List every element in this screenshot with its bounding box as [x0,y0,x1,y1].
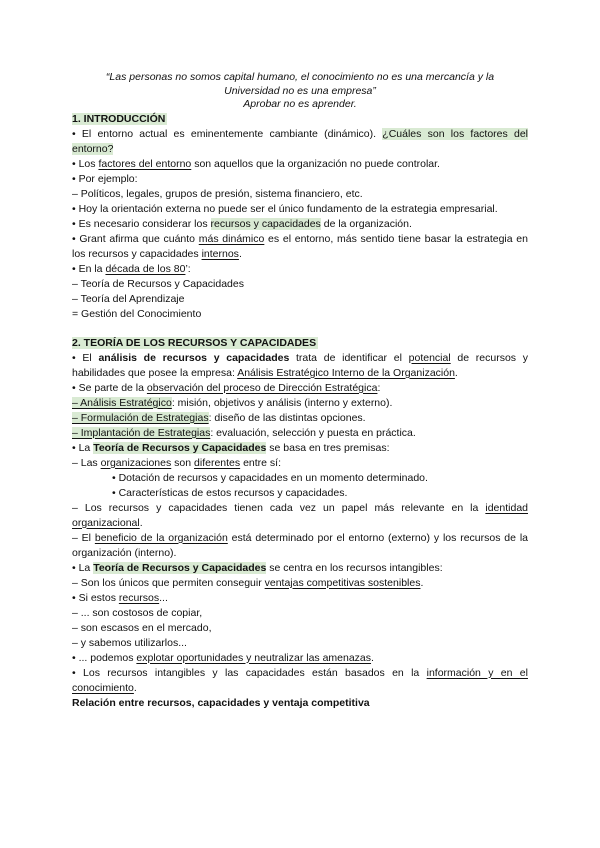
s2-para-r: • Los recursos intangibles y las capacidades están basados en la información y en el conocimiento. [72,666,528,694]
s2-para-m: • Si estos recursos... [72,591,168,604]
s1-bullet-8: • En la década de los 80’: [72,262,191,275]
s2-sub-h2: • Características de estos recursos y capacidades. [112,486,348,499]
s2-subheading: Relación entre recursos, capacidades y ventaja competitiva [72,696,370,709]
s2-para-a: • El análisis de recursos y capacidades trata de identificar el potencial de recursos y habilidades que posee la empresa: Análisis Estratégico Interno de la Organización. [72,351,529,379]
s2-para-l: – Son los únicos que permiten conseguir ventajas competitivas sostenibles. [72,576,424,589]
s2-para-c: – Análisis Estratégico: misión, objetivos y análisis (interno y externo). [72,396,393,409]
s1-bullet-11: = Gestión del Conocimiento [72,307,202,320]
s1-bullet-9: – Teoría de Recursos y Capacidades [72,277,244,290]
s1-bullet-7: • Grant afirma que cuánto más dinámico es el entorno, más sentido tiene basar la estrategia en los recursos y capacidades internos. [72,232,528,260]
s2-para-o: – son escasos en el mercado, [72,621,212,634]
section-1-heading: 1. INTRODUCCIÓN [72,112,166,125]
section-2-heading: 2. TEORÍA DE LOS RECURSOS Y CAPACIDADES [72,336,317,349]
s2-sub-h1: • Dotación de recursos y capacidades en un momento determinado. [112,471,428,484]
s2-para-k: • La Teoría de Recursos y Capacidades se centra en los recursos intangibles: [72,561,443,574]
quote-line-2: Universidad no es una empresa” [224,84,376,97]
s2-para-d: – Formulación de Estrategias: diseño de las distintas opciones. [72,411,366,424]
epigraph-quote [72,71,528,112]
quote-line-3: Aprobar no es aprender. [243,98,357,110]
s1-bullet-1: • El entorno actual es eminentemente cambiante (dinámico). ¿Cuáles son los factores del entorno? [72,127,529,155]
s2-para-q: • ... podemos explotar oportunidades y neutralizar las amenazas. [72,651,374,664]
s1-bullet-3: • Por ejemplo: [72,172,138,185]
quote-line-1: “Las personas no somos capital humano, el conocimiento no es una mercancía y la [105,71,495,83]
s1-bullet-4: – Políticos, legales, grupos de presión, sistema financiero, etc. [72,187,363,200]
s1-bullet-5: • Hoy la orientación externa no puede ser el único fundamento de la estrategia empresarial. [72,202,498,215]
s2-para-n: – ... son costosos de copiar, [72,606,203,619]
s1-bullet-6: • Es necesario considerar los recursos y capacidades de la organización. [72,217,412,230]
s2-para-g: – Las organizaciones son diferentes entre sí: [72,456,282,469]
s2-para-f: • La Teoría de Recursos y Capacidades se basa en tres premisas: [72,441,390,454]
s1-bullet-10: – Teoría del Aprendizaje [72,292,185,305]
document-page [72,71,528,711]
s2-para-e: – Implantación de Estrategias: evaluación, selección y puesta en práctica. [72,426,416,439]
s2-para-p: – y sabemos utilizarlos... [72,636,187,649]
s2-para-i: – Los recursos y capacidades tienen cada vez un papel más relevante en la identidad organizacional. [72,501,528,529]
s2-para-b: • Se parte de la observación del proceso de Dirección Estratégica: [72,381,381,394]
s1-bullet-2: • Los factores del entorno son aquellos que la organización no puede controlar. [72,157,440,170]
s2-para-j: – El beneficio de la organización está determinado por el entorno (externo) y los recursos de la organización (interno). [72,531,528,559]
